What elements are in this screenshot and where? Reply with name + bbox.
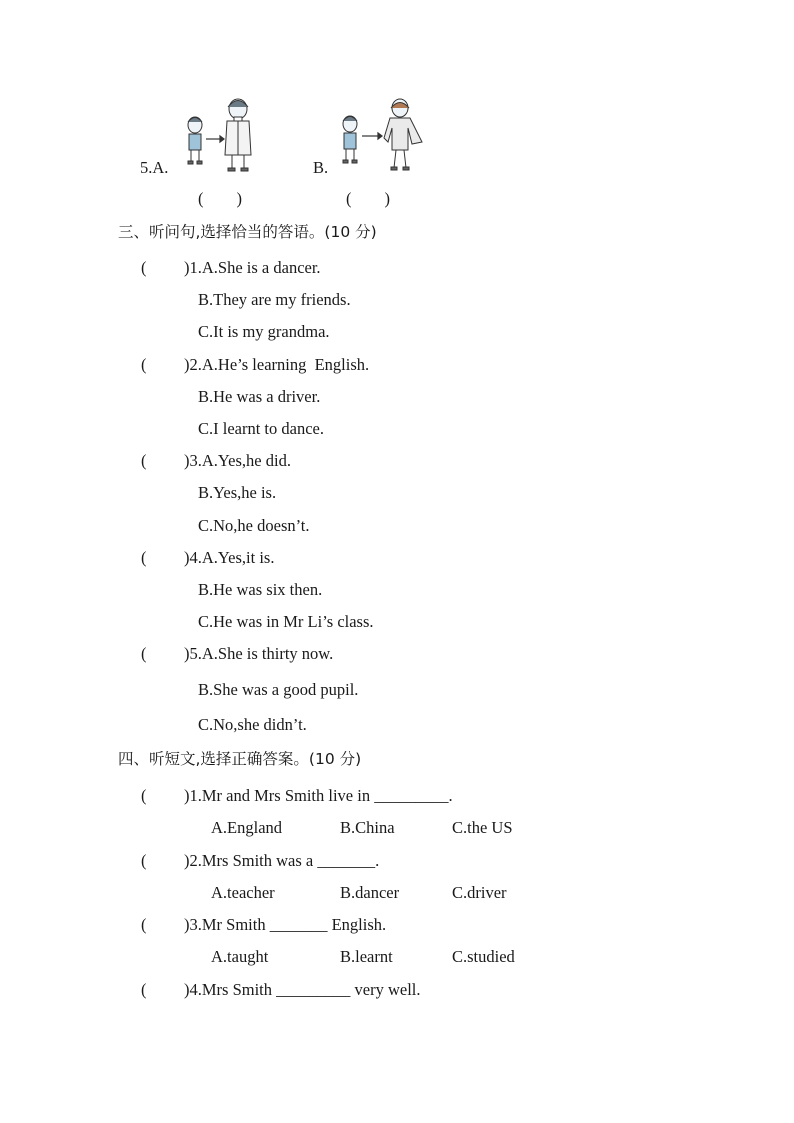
question-3-2-option-c: C.I learnt to dance. — [198, 419, 324, 438]
question-4-1-option-b: B.China — [340, 818, 395, 837]
answer-blank-4-3[interactable]: ( — [141, 915, 147, 934]
q5-label-b: B. — [313, 158, 329, 177]
answer-blank-3-2[interactable]: ( — [141, 355, 147, 374]
question-3-5-option-a: )5.A.She is thirty now. — [184, 644, 334, 663]
question-4-1-stem: )1.Mr and Mrs Smith live in _________. — [184, 786, 453, 805]
small-boy-figure — [343, 116, 357, 163]
question-4-2-option-b: B.dancer — [340, 883, 400, 902]
question-3-1-option-c: C.It is my grandma. — [198, 322, 330, 341]
question-4-2-option-a: A.teacher — [211, 883, 275, 902]
arrow-right-icon — [206, 136, 224, 142]
question-3-5-option-b: B.She was a good pupil. — [198, 680, 359, 699]
question-3-2-option-b: B.He was a driver. — [198, 387, 321, 406]
question-3-2-option-a: )2.A.He’s learning English. — [184, 355, 370, 374]
question-3-5-option-c: C.No,she didn’t. — [198, 715, 307, 734]
answer-blank-3-3[interactable]: ( — [141, 451, 147, 470]
answer-blank-4-2[interactable]: ( — [141, 851, 147, 870]
question-4-3-stem: )3.Mr Smith _______ English. — [184, 915, 387, 934]
grown-man-figure — [225, 99, 251, 171]
question-3-3-option-b: B.Yes,he is. — [198, 483, 277, 502]
grown-woman-figure — [384, 99, 422, 170]
answer-blank-4-4[interactable]: ( — [141, 980, 147, 999]
question-4-3-option-b: B.learnt — [340, 947, 393, 966]
question-4-1-option-a: A.England — [211, 818, 283, 837]
question-3-3-option-a: )3.A.Yes,he did. — [184, 451, 291, 470]
question-4-1-option-c: C.the US — [452, 818, 513, 837]
section-4-title: 四、听短文,选择正确答案。(10 分) — [118, 750, 362, 768]
section-3-title: 三、听问句,选择恰当的答语。(10 分) — [118, 223, 377, 241]
q5-answer-blank-a[interactable]: ( ) — [198, 189, 242, 208]
question-4-2-stem: )2.Mrs Smith was a _______. — [184, 851, 380, 870]
question-3-4-option-a: )4.A.Yes,it is. — [184, 548, 275, 567]
question-4-4-stem: )4.Mrs Smith _________ very well. — [184, 980, 421, 999]
question-4-3-option-c: C.studied — [452, 947, 515, 966]
q5-label-a: 5.A. — [140, 158, 169, 177]
arrow-right-icon — [362, 133, 382, 139]
question-3-1-option-a: )1.A.She is a dancer. — [184, 258, 321, 277]
answer-blank-3-1[interactable]: ( — [141, 258, 147, 277]
answer-blank-3-5[interactable]: ( — [141, 644, 147, 663]
question-3-1-option-b: B.They are my friends. — [198, 290, 351, 309]
answer-blank-4-1[interactable]: ( — [141, 786, 147, 805]
boy-grows-into-man-picture-a — [178, 95, 260, 175]
question-4-3-option-a: A.taught — [211, 947, 269, 966]
question-3-4-option-b: B.He was six then. — [198, 580, 323, 599]
answer-blank-3-4[interactable]: ( — [141, 548, 147, 567]
question-3-4-option-c: C.He was in Mr Li’s class. — [198, 612, 374, 631]
q5-answer-blank-b[interactable]: ( ) — [346, 189, 390, 208]
question-4-2-option-c: C.driver — [452, 883, 507, 902]
small-boy-figure — [188, 117, 202, 164]
boy-grows-into-woman-picture-b — [334, 98, 426, 176]
question-3-3-option-c: C.No,he doesn’t. — [198, 516, 310, 535]
